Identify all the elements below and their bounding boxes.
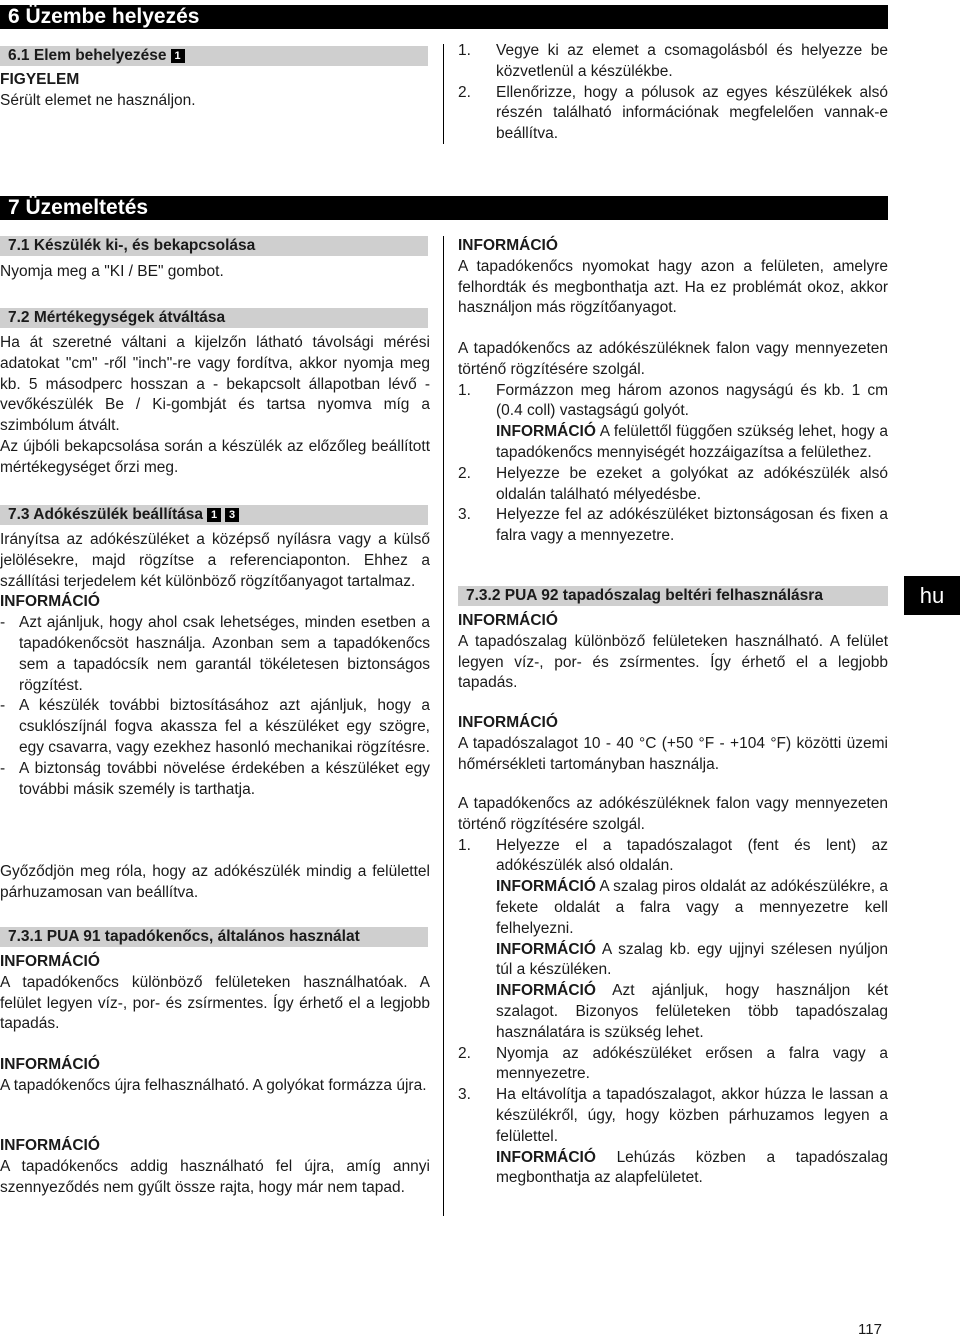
section-7-1-text: Nyomja meg a "KI / BE" gombot.	[0, 263, 224, 280]
step-number: 2.	[458, 1044, 471, 1062]
step-number: 2.	[458, 464, 471, 482]
info-text: A tapadószalagot 10 - 40 °C (+50 °F - +104 °F) közötti üzemi hőmérsékleti tartományban használja.	[458, 734, 888, 773]
paragraph: A tapadókenőcs az adókészüléknek falon vagy mennyezeten történő rögzítésére szolgál.	[458, 795, 888, 833]
info-heading: INFORMÁCIÓ	[496, 1148, 596, 1166]
language-tab: hu	[904, 576, 960, 615]
section-6-1-title: 6.1 Elem behelyezése	[8, 47, 167, 64]
column-divider	[443, 44, 444, 144]
section-7-3-2-info-1	[458, 611, 888, 694]
chapter-7-heading: 7 Üzemeltetés	[0, 196, 888, 220]
step-text: Formázzon meg három azonos nagyságú és kb. 1 cm (0.4 coll) vastagságú golyót.	[496, 381, 888, 420]
section-6-1-warning	[0, 70, 430, 112]
step-text: Ha eltávolítja a tapadószalagot, akkor húzza le lassan a készülékről, úgy, hogy közben párhuzamos legyen a felülettel.	[496, 1086, 888, 1145]
paragraph: Győződjön meg róla, hogy az adókészülék mindig a felülettel párhuzamosan van beállítva.	[0, 863, 430, 901]
info-text: A tapadókenőcs különböző felületeken használhatóak. A felület legyen víz-, por- és zsírmentes. Így érhető el a legjobb tapadás.	[0, 973, 430, 1033]
step-text: Helyezze el a tapadószalagot (fent és lent) az adókészülék alsó oldalán.	[496, 836, 888, 875]
step-number: 3.	[458, 506, 471, 524]
info-heading: INFORMÁCIÓ	[0, 953, 100, 970]
section-6-1-steps	[458, 41, 888, 145]
step-number: 2.	[458, 83, 471, 101]
info-heading: INFORMÁCIÓ	[0, 593, 100, 611]
step-number: 1.	[458, 836, 471, 854]
section-7-2-body	[0, 333, 430, 479]
section-7-3-1-info-3	[0, 1136, 430, 1198]
info-heading: INFORMÁCIÓ	[496, 423, 596, 441]
paragraph: Az újbóli bekapcsolása során a készülék az előzőleg beállított mértékegységet őrzi meg.	[0, 437, 430, 476]
step-text: Nyomja az adókészüléket erősen a falra vagy a mennyezetre.	[496, 1044, 888, 1083]
section-7-3-1-info-1	[0, 952, 430, 1035]
section-7-3-heading	[0, 505, 428, 525]
paragraph: Ha át szeretné váltani a kijelzőn látható távolsági mérési adatokat "cm" -ről "inch"-re vagy fordítva, akkor nyomja meg kb. 5 másodperc hosszan a - bekapcsolt állapotban lévő - vevőkészülék Be / Ki-gombját és tartsa nyomva míg a szimbólum átvált.	[0, 334, 430, 435]
step-number: 1.	[458, 42, 471, 59]
page-number: 117	[858, 1321, 882, 1338]
list-item	[458, 1085, 888, 1189]
section-7-2-heading: 7.2 Mértékegységek átváltása	[0, 308, 428, 328]
info-text: A tapadószalag különböző felületeken használható. A felület legyen víz-, por- és zsírmentes. Így érhető el a legjobb tapadás.	[458, 632, 888, 692]
list-item	[458, 41, 888, 83]
section-7-3-2-info-2	[458, 713, 888, 775]
info-text: A tapadókenőcs újra felhasználható. A golyókat formázza újra.	[0, 1076, 427, 1094]
bullet-text: A készülék további biztosításához azt ajánljuk, hogy a csuklószíjnál fogva akassza fel a készüléket egy szögre, egy csavarra, vagy ezekhez hasonló mechanikai rögzítésre.	[19, 697, 430, 756]
info-text: A szalag piros oldalát az adókészülékre, a fekete oldalát a falra vagy a mennyezetre kell felhelyezni.	[496, 878, 888, 937]
figure-ref-badge: 3	[225, 508, 239, 522]
info-text: A tapadókenőcs addig használható fel újra, amíg annyi szennyeződés nem gyűlt össze rajta, hogy már nem tapad.	[0, 1157, 430, 1196]
step-text: Ellenőrizze, hogy a pólusok az egyes készülékek alsó részén található információnak megfelelően vannak-e beállítva.	[496, 83, 888, 143]
list-item	[458, 836, 888, 1044]
paragraph: Irányítsa az adókészüléket a középső nyílásra vagy a külső jelölésekre, majd rögzítse a referenciaponton. Ehhez a szállítási terjedelem két különböző rögzítőanyagot tartalmaz.	[0, 531, 430, 590]
info-heading: INFORMÁCIÓ	[0, 1056, 100, 1073]
info-heading: INFORMÁCIÓ	[496, 878, 596, 896]
list-item	[0, 696, 430, 758]
dash-bullet: -	[0, 759, 6, 777]
step-text: Helyezze fel az adókészüléket biztonságosan és fixen a falra vagy a mennyezetre.	[496, 506, 888, 545]
info-heading: INFORMÁCIÓ	[496, 940, 596, 958]
step-text: Helyezze be ezeket a golyókat az adókészülék alsó oldalán található mélyedésbe.	[496, 464, 888, 503]
info-heading: INFORMÁCIÓ	[458, 612, 558, 629]
info-text: A felülettől függően szükség lehet, hogy a tapadókenőcs mennyiségét hozzáigazítsa a felülethez.	[496, 423, 889, 461]
dash-bullet: -	[0, 614, 6, 632]
bullet-text: Azt ajánljuk, hogy ahol csak lehetséges, minden esetben a tapadókenőcsöt használja. Azonban sem a tapadókenőcs sem a tapadócsík nem garantál tökéletesen biztonságos rögzítést.	[19, 614, 430, 694]
info-text: Lehúzás közben a tapadószalag megbonthatja az alapfelületet.	[496, 1148, 888, 1187]
step-number: 3.	[458, 1086, 471, 1104]
info-heading: INFORMÁCIÓ	[458, 237, 558, 254]
dash-bullet: -	[0, 697, 6, 715]
step-number: 1.	[458, 381, 471, 399]
list-item	[458, 381, 888, 464]
paragraph: A tapadókenőcs az adókészüléknek falon vagy mennyezeten történő rögzítésére szolgál.	[458, 340, 888, 378]
list-item	[458, 83, 888, 145]
chapter-6-heading: 6 Üzembe helyezés	[0, 5, 888, 29]
step-text: Vegye ki az elemet a csomagolásból és helyezze be közvetlenül a készülékbe.	[496, 42, 888, 80]
section-7-3-1-procedure	[458, 339, 888, 547]
column-divider	[443, 236, 444, 1216]
section-6-1-heading	[0, 46, 428, 66]
section-7-3-2-procedure	[458, 794, 888, 1189]
section-7-3-title: 7.3 Adókészülék beállítása	[8, 506, 203, 523]
info-heading: INFORMÁCIÓ	[0, 1137, 100, 1154]
section-7-3-body	[0, 530, 430, 800]
figure-ref-badge: 1	[207, 508, 221, 522]
warning-heading: FIGYELEM	[0, 71, 80, 88]
list-item	[458, 464, 888, 506]
bullet-text: A biztonság további növelése érdekében a készüléket egy további másik személy is tarthatja.	[19, 759, 430, 798]
list-item	[458, 505, 888, 547]
figure-ref-badge: 1	[171, 49, 185, 63]
list-item	[458, 1044, 888, 1086]
info-text: A szalag kb. egy ujjnyi szélesen nyúljon túl a készüléken.	[496, 940, 888, 979]
info-heading: INFORMÁCIÓ	[496, 982, 596, 1000]
info-heading: INFORMÁCIÓ	[458, 714, 558, 731]
section-7-3-1-info-4	[458, 236, 888, 319]
section-7-3-1-info-2	[0, 1055, 430, 1097]
list-item	[0, 759, 430, 801]
section-7-1-heading: 7.1 Készülék ki-, és bekapcsolása	[0, 236, 428, 256]
list-item	[0, 613, 430, 696]
section-7-3-2-heading: 7.3.2 PUA 92 tapadószalag beltéri felhasználásra	[458, 586, 888, 606]
warning-text: Sérült elemet ne használjon.	[0, 91, 196, 109]
info-text: Azt ajánljuk, hogy használjon két szalagot. Bizonyos felületeken több tapadószalag használatára is szükség lehet.	[496, 982, 889, 1041]
section-7-3-1-heading: 7.3.1 PUA 91 tapadókenőcs, általános használat	[0, 927, 428, 947]
info-text: A tapadókenőcs nyomokat hagy azon a felületen, amelyre felhordták és megbonthatja azt. Ha ez problémát okoz, akkor használjon más rögzítőanyagot.	[458, 257, 888, 317]
